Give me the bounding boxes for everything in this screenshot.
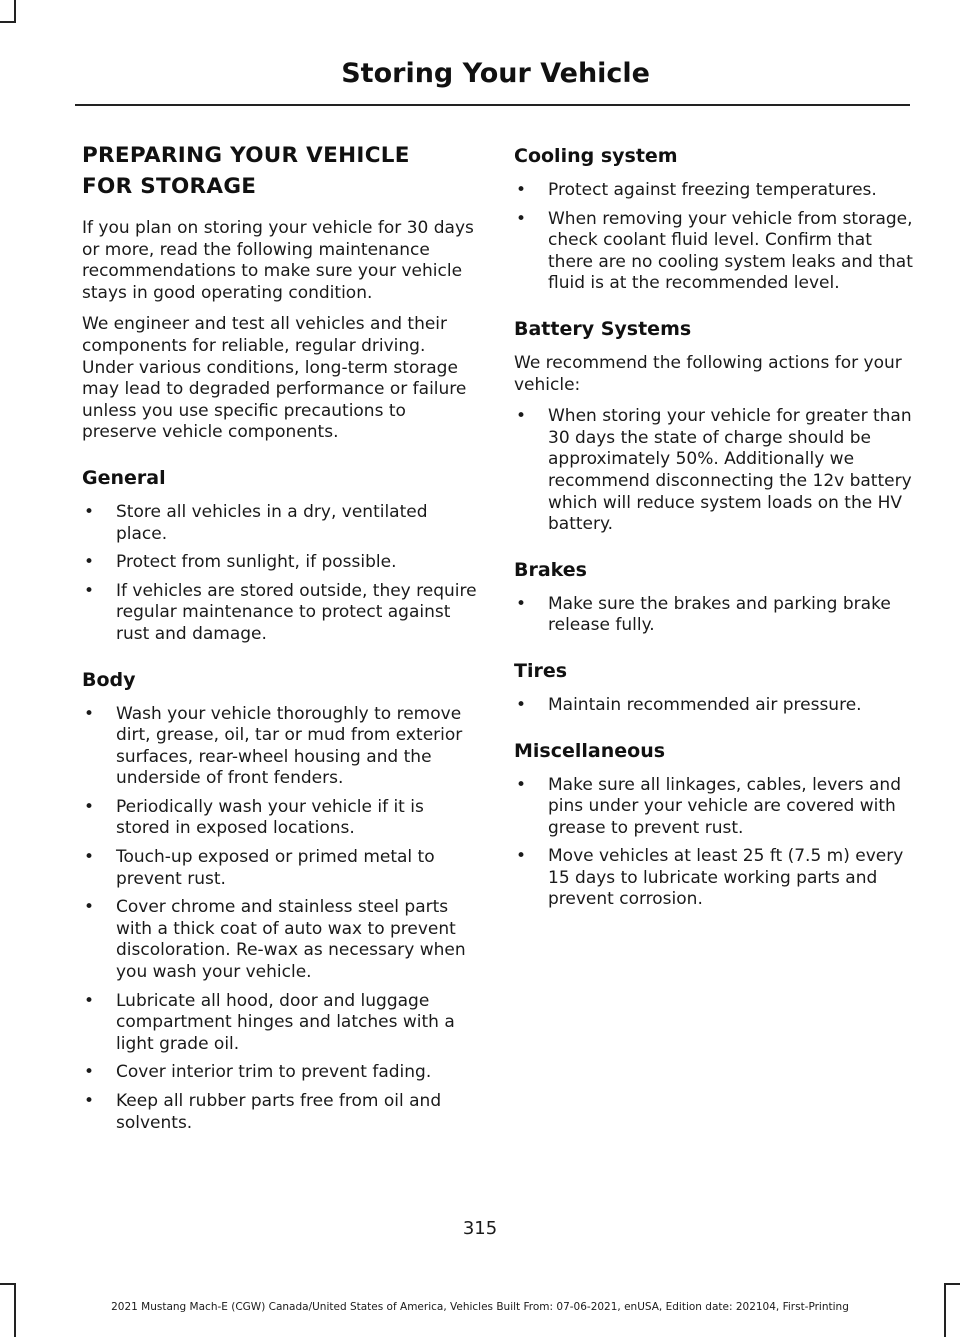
section-title-line1: PREPARING YOUR VEHICLE xyxy=(82,143,410,168)
crop-mark xyxy=(0,21,16,23)
list-item: • Wash your vehicle thoroughly to remove dirt, grease, oil, tar or mud from exterior surfaces, rear-wheel housing and the underside of front fenders. xyxy=(82,704,477,790)
list-item: • When storing your vehicle for greater than 30 days the state of charge should be approximately 50%. Additionally we recommend disconnecting the 12v battery which will reduce system loads on the HV battery. xyxy=(514,406,914,536)
tires-heading: Tires xyxy=(514,659,568,682)
section-title-line2: FOR STORAGE xyxy=(82,174,257,199)
crop-mark xyxy=(944,1283,960,1285)
page-number: 315 xyxy=(462,1218,498,1239)
list-item: • Make sure the brakes and parking brake release fully. xyxy=(514,594,914,637)
tires-list xyxy=(514,695,914,717)
page-header-title: Storing Your Vehicle xyxy=(341,58,650,89)
footer-edition-text: 2021 Mustang Mach-E (CGW) Canada/United States of America, Vehicles Built From: 07-06-2021, enUSA, Edition date: 202104, First-Printing xyxy=(111,1301,849,1313)
list-item: • Keep all rubber parts free from oil and solvents. xyxy=(82,1091,477,1134)
left-column xyxy=(82,140,477,1141)
header-divider xyxy=(75,104,910,106)
list-item: • Store all vehicles in a dry, ventilated place. xyxy=(82,502,477,545)
brakes-list xyxy=(514,594,914,637)
crop-mark xyxy=(14,0,16,22)
list-item: • Move vehicles at least 25 ft (7.5 m) every 15 days to lubricate working parts and prevent corrosion. xyxy=(514,846,914,911)
list-item: • Make sure all linkages, cables, levers and pins under your vehicle are covered with grease to prevent rust. xyxy=(514,775,914,840)
general-heading: General xyxy=(82,466,166,489)
general-list xyxy=(82,502,477,646)
misc-list xyxy=(514,775,914,912)
list-item: • If vehicles are stored outside, they require regular maintenance to protect against rust and damage. xyxy=(82,581,477,646)
list-item: • Protect against freezing temperatures. xyxy=(514,180,914,202)
list-item: • Protect from sunlight, if possible. xyxy=(82,552,477,574)
cooling-list xyxy=(514,180,914,295)
list-item: • When removing your vehicle from storage, check coolant fluid level. Confirm that there are no cooling system leaks and that fluid is at the recommended level. xyxy=(514,209,914,295)
battery-intro: We recommend the following actions for your vehicle: xyxy=(514,352,902,395)
section-title xyxy=(82,140,477,202)
body-heading: Body xyxy=(82,668,136,691)
list-item: • Cover interior trim to prevent fading. xyxy=(82,1062,477,1084)
cooling-heading: Cooling system xyxy=(514,145,678,167)
misc-heading: Miscellaneous xyxy=(514,739,666,762)
list-item: • Cover chrome and stainless steel parts with a thick coat of auto wax to prevent discoloration. Re-wax as necessary when you wash your vehicle. xyxy=(82,897,477,983)
list-item: • Lubricate all hood, door and luggage compartment hinges and latches with a light grade oil. xyxy=(82,991,477,1056)
battery-list xyxy=(514,406,914,536)
battery-heading: Battery Systems xyxy=(514,317,692,340)
list-item: • Periodically wash your vehicle if it is stored in exposed locations. xyxy=(82,797,477,840)
list-item: • Maintain recommended air pressure. xyxy=(514,695,914,717)
intro-paragraph: We engineer and test all vehicles and their components for reliable, regular driving. Under various conditions, long-term storage may lead to degraded performance or failure unless you use specific precautions to preserve vehicle components. xyxy=(82,314,467,443)
intro-paragraph: If you plan on storing your vehicle for 30 days or more, read the following maintenance recommendations to make sure your vehicle stays in good operating condition. xyxy=(82,218,474,303)
right-column xyxy=(514,140,914,918)
list-item: • Touch-up exposed or primed metal to prevent rust. xyxy=(82,847,477,890)
body-list xyxy=(82,704,477,1135)
crop-mark xyxy=(0,1283,16,1285)
brakes-heading: Brakes xyxy=(514,558,587,581)
